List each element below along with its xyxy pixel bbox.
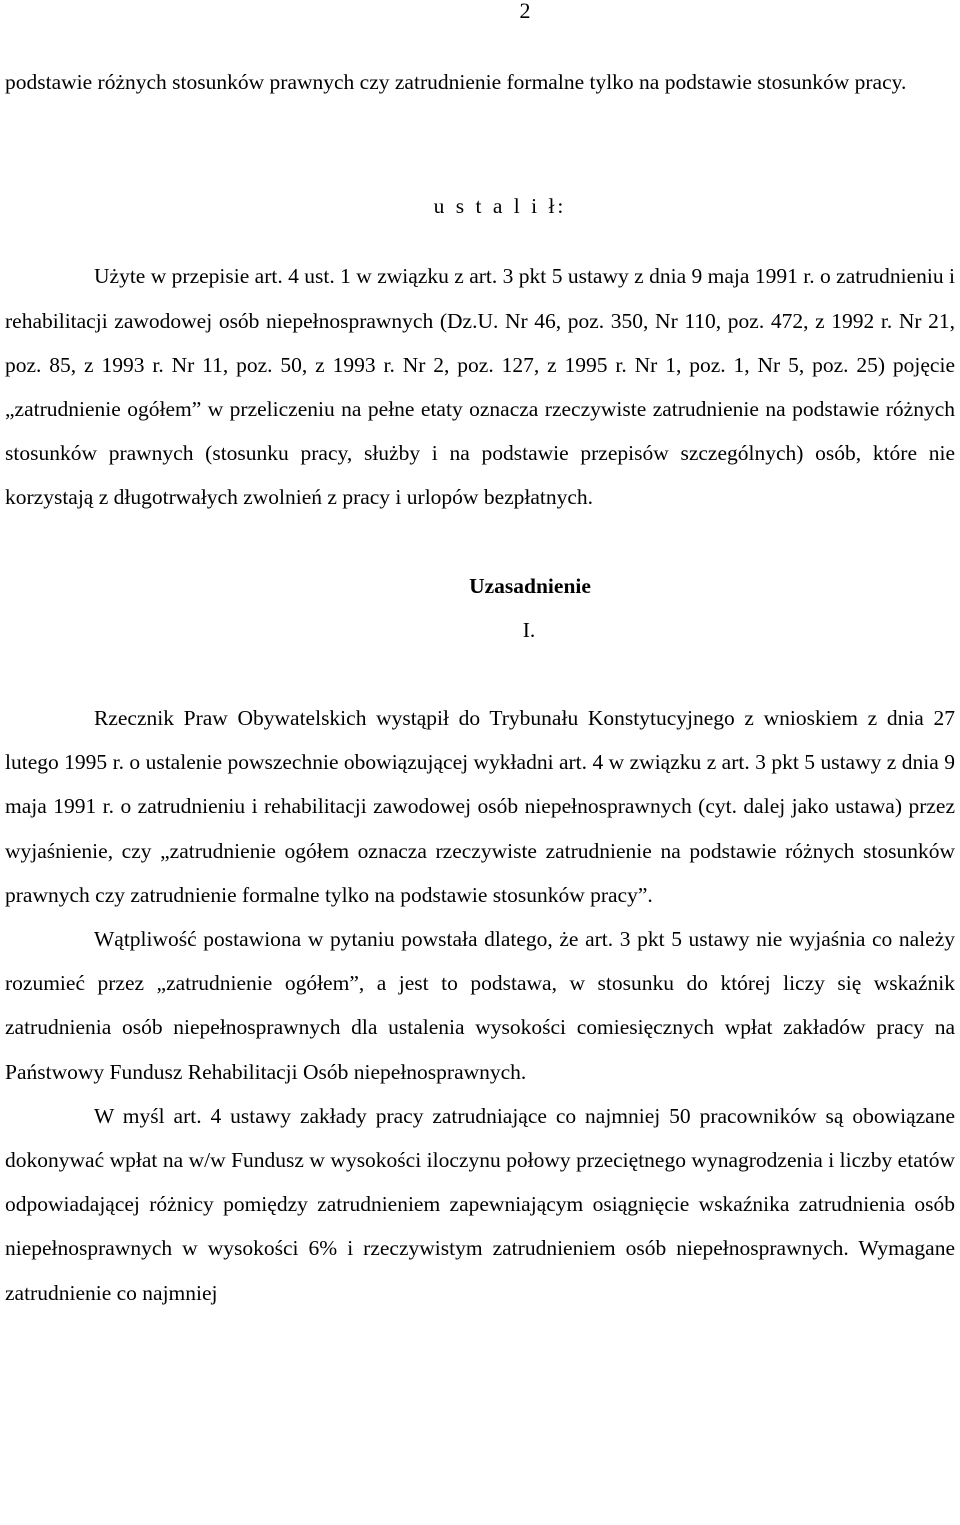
spacer — [5, 520, 955, 564]
section-number: I. — [522, 617, 536, 642]
page-number: 2 — [519, 0, 531, 23]
spacer — [5, 228, 955, 254]
paragraph-justification-1: Rzecznik Praw Obywatelskich wystąpił do Trybunału Konstytucyjnego z wnioskiem z dnia 27 lutego 1995 r. o ustalenie powszechnie obowiązującej wykładni art. 4 w związku z art. 3 pkt 5 ustawy z dnia 9 maja 1991 r. o zatrudnieniu i rehabilitacji zawodowej osób niepełnosprawnych (cyt. dalej jako ustawa) przez wyjaśnienie, czy „zatrudnienie ogółem oznacza rzeczywiste zatrudnienie na podstawie różnych stosunków prawnych czy zatrudnienie formalne tylko na podstawie stosunków pracy”. — [5, 706, 955, 907]
paragraph-ruling: Użyte w przepisie art. 4 ust. 1 w związku z art. 3 pkt 5 ustawy z dnia 9 maja 1991 r. o zatrudnieniu i rehabilitacji zawodowej osób niepełnosprawnych (Dz.U. Nr 46, poz. 350, Nr 110, poz. 472, z 1992 r. Nr 21, poz. 85, z 1993 r. Nr 11, poz. 50, z 1993 r. Nr 2, poz. 127, z 1995 r. Nr 1, poz. 1, Nr 5, poz. 25) pojęcie „zatrudnienie ogółem” w przeliczeniu na pełne etaty oznacza rzeczywiste zatrudnienie na podstawie różnych stosunków prawnych (stosunku pracy, służby i na podstawie przepisów szczególnych) osób, które nie korzystają z długotrwałych zwolnień z pracy i urlopów bezpłatnych. — [5, 264, 955, 510]
spacer — [5, 104, 955, 184]
section-heading: Uzasadnienie — [469, 573, 591, 598]
paragraph-justification-2: Wątpliwość postawiona w pytaniu powstała dlatego, że art. 3 pkt 5 ustawy nie wyjaśnia co należy rozumieć przez „zatrudnienie ogółem”, a jest to podstawa, w stosunku do której liczy się wskaźnik zatrudnienia osób niepełnosprawnych dla ustalenia wysokości comiesięcznych wpłat zakładów pracy na Państwowy Fundusz Rehabilitacji Osób niepełnosprawnych. — [5, 927, 955, 1084]
paragraph-continuation: podstawie różnych stosunków prawnych czy zatrudnienie formalne tylko na podstawie stosunków pracy. — [5, 70, 907, 94]
ruling-header: u s t a l i ł: — [433, 194, 567, 219]
paragraph-justification-3: W myśl art. 4 ustawy zakłady pracy zatrudniające co najmniej 50 pracowników są obowiązane dokonywać wpłat na w/w Fundusz w wysokości iloczynu połowy przeciętnego wynagrodzenia i liczby etatów odpowiadającej różnicy pomiędzy zatrudnieniem zapewniającym osiągnięcie wskaźnika zatrudnienia osób niepełnosprawnych w wysokości 6% i rzeczywistym zatrudnieniem osób niepełnosprawnych. Wymagane zatrudnienie co najmniej — [5, 1103, 955, 1305]
document-body — [5, 60, 955, 1315]
spacer — [5, 652, 955, 696]
